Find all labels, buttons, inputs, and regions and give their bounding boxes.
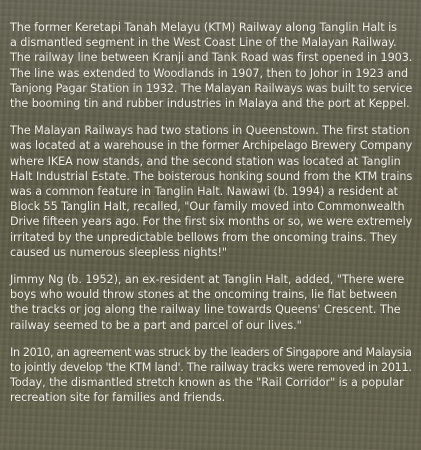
text-line: The former Keretapi Tanah Melayu (KTM) Railway along Tanglin Halt is: [10, 21, 397, 34]
text-line: The line was extended to Woodlands in 1907, then to Johor in 1923 and: [10, 66, 409, 80]
text-line: irritated by the unpredictable bellows from the oncoming trains. They: [10, 230, 398, 244]
text-line: a dismantled segment in the West Coast Line of the Malayan Railway.: [10, 36, 397, 50]
text-line: Jimmy Ng (b. 1952), an ex-resident at Tanglin Halt, added, "There were: [10, 273, 405, 287]
text-line: boys who would throw stones at the oncoming trains, lie flat between: [10, 288, 398, 302]
paragraph-history: [10, 20, 412, 111]
paragraph-stations: [10, 123, 412, 260]
paragraph-jimmy-ng: [10, 272, 412, 333]
text-line: the tracks or jog along the railway line towards Queens' Crescent. The: [10, 303, 401, 317]
text-line: The Malayan Railways had two stations in Queenstown. The first station: [10, 124, 410, 138]
text-line: the booming tin and rubber industries in Malaya and the port at Keppel.: [10, 97, 410, 111]
text-line: Tanjong Pagar Station in 1932. The Malayan Railways was built to service: [10, 81, 413, 95]
text-line: caused us numerous sleepless nights!": [10, 245, 227, 259]
text-line: The railway line between Kranji and Tank Road was first opened in 1903.: [10, 51, 413, 65]
text-line: where IKEA now stands, and the second station was located at Tanglin: [10, 154, 401, 168]
text-line: railway seemed to be a part and parcel of our lives.": [10, 318, 302, 332]
text-line: In 2010, an agreement was struck by the leaders of Singapore and Malaysia: [10, 345, 412, 359]
text-line: recreation site for families and friends.: [10, 391, 226, 405]
text-line: was located at a warehouse in the former Archipelago Brewery Company: [10, 139, 413, 153]
paragraph-rail-corridor: [10, 345, 412, 406]
text-line: Block 55 Tanglin Halt, recalled, "Our family moved into Commonwealth: [10, 200, 405, 214]
text-line: was a common feature in Tanglin Halt. Nawawi (b. 1994) a resident at: [10, 185, 399, 199]
text-line: Drive fifteen years ago. For the first six months or so, we were extremely: [10, 215, 413, 229]
text-line: Halt Industrial Estate. The boisterous honking sound from the KTM trains: [10, 169, 413, 183]
text-line: to jointly develop 'the KTM land'. The railway tracks were removed in 2011.: [10, 361, 412, 375]
plaque-text: [10, 20, 412, 418]
text-line: Today, the dismantled stretch known as the "Rail Corridor" is a popular: [10, 376, 404, 390]
